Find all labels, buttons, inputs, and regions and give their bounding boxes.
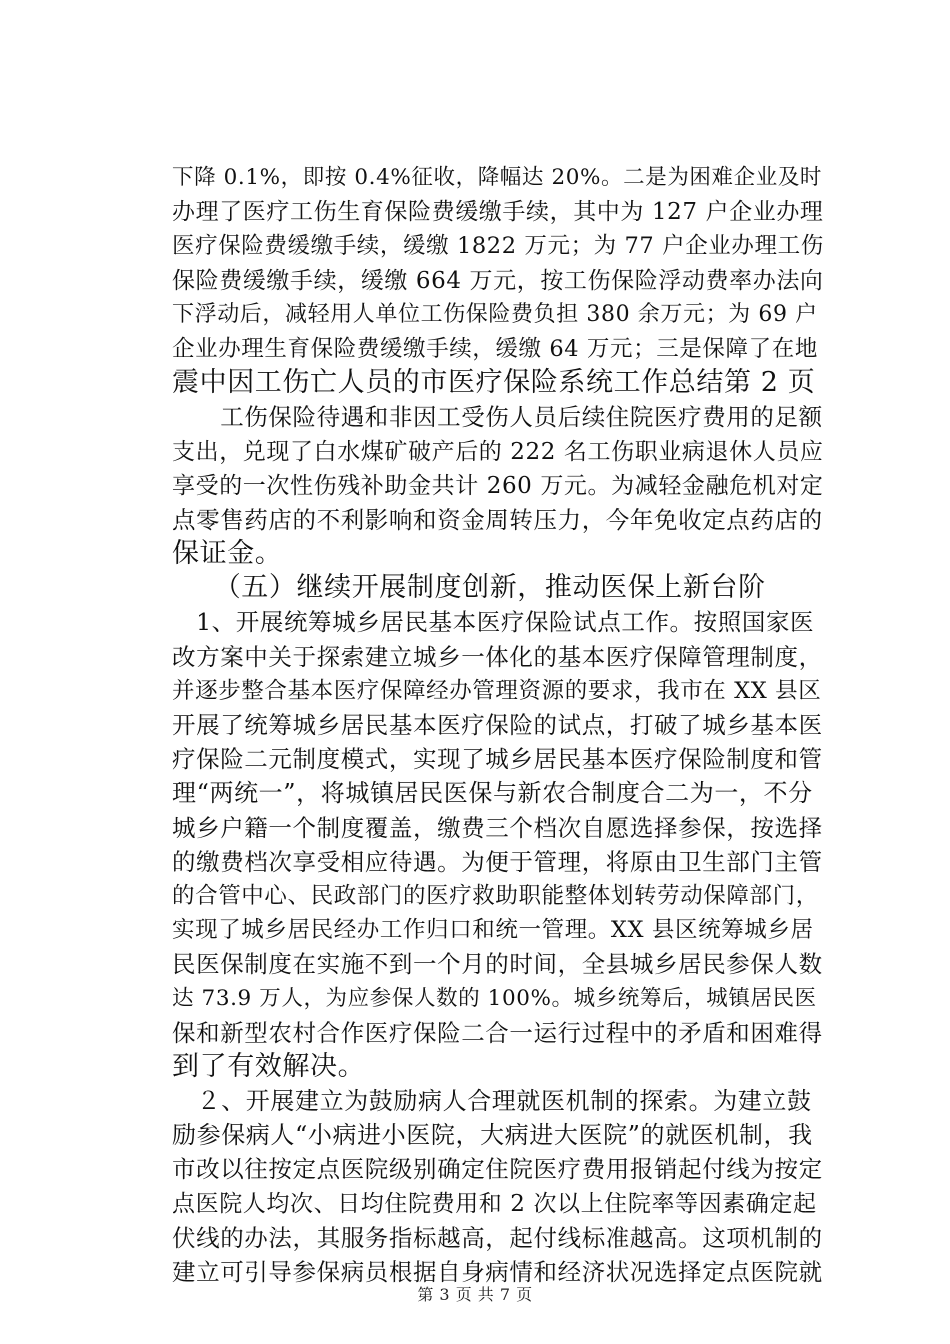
text-line: 励参保病人“小病进小医院，大病进大医院”的就医机制，我 <box>172 1121 813 1150</box>
text-line: ２、开展建立为鼓励病人合理就医机制的探索。为建立鼓 <box>172 1087 812 1116</box>
text-line: 建立可引导参保病员根据自身病情和经济状况选择定点医院就 <box>172 1258 823 1286</box>
text-line: 企业办理生育保险费缓缴手续，缓缴 64 万元；三是保障了在地 <box>172 335 818 362</box>
page-number: 第 3 页 共 7 页 <box>417 1285 533 1304</box>
text-line: 下浮动后，减轻用人单位工伤保险费负担 380 余万元；为 69 户 <box>172 301 818 327</box>
text-line: 保证金。 <box>172 538 283 570</box>
text-line: 支出，兑现了白水煤矿破产后的 222 名工伤职业病退休人员应 <box>172 438 824 465</box>
text-line: 民医保制度在实施不到一个月的时间，全县城乡居民参保人数 <box>172 950 823 979</box>
text-line: 开展了统筹城乡居民基本医疗保险的试点，打破了城乡基本医 <box>172 711 823 739</box>
text-line: 办理了医疗工伤生育保险费缓缴手续，其中为 127 户企业办理 <box>172 199 824 226</box>
text-line: 改方案中关于探索建立城乡一体化的基本医疗保障管理制度， <box>172 642 823 671</box>
text-line: 震中因工伤亡人员的市医疗保险系统工作总结第 2 页 <box>172 367 816 399</box>
text-line: 点医院人均次、日均住院费用和 2 次以上住院率等因素确定起 <box>172 1190 817 1217</box>
text-line: 实现了城乡居民经办工作归口和统一管理。XX 县区统筹城乡居 <box>172 917 814 944</box>
text-line: 疗保险二元制度模式，实现了城乡居民基本医疗保险制度和管 <box>172 745 823 774</box>
text-line: 的合管中心、民政部门的医疗救助职能整体划转劳动保障部门， <box>172 882 819 909</box>
text-line: 达 73.9 万人，为应参保人数的 100%。城乡统筹后，城镇居民医 <box>172 985 817 1011</box>
text-line: 下降 0.1%，即按 0.4%征收，降幅达 20%。二是为困难企业及时 <box>172 165 823 190</box>
text-line: 伏线的办法，其服务指标越高，起付线标准越高。这项机制的 <box>172 1223 823 1252</box>
text-line: 的缴费档次享受相应待遇。为便于管理，将原由卫生部门主管 <box>172 847 823 876</box>
document-body <box>172 161 824 1289</box>
text-line: 1、开展统筹城乡居民基本医疗保险试点工作。按照国家医 <box>172 608 815 637</box>
text-line: 并逐步整合基本医疗保障经办管理资源的要求，我市在 XX 县区 <box>172 677 822 704</box>
text-line: 享受的一次性伤残补助金共计 260 万元。为减轻金融危机对定 <box>172 472 824 499</box>
text-line: 工伤保险待遇和非因工受伤人员后续住院医疗费用的足额 <box>172 403 823 432</box>
text-line: 点零售药店的不利影响和资金周转压力，今年免收定点药店的 <box>172 505 823 534</box>
text-line: 城乡户籍一个制度覆盖，缴费三个档次自愿选择参保，按选择 <box>172 813 823 842</box>
text-line: 理“两统一”，将城镇居民医保与新农合制度合二为一，不分 <box>172 779 813 808</box>
text-line: 市改以往按定点医院级别确定住院医疗费用报销起付线为按定 <box>172 1155 823 1184</box>
text-line: 到了有效解决。 <box>172 1050 366 1082</box>
text-line: 医疗保险费缓缴手续，缓缴 1822 万元；为 77 户企业办理工伤 <box>172 233 824 260</box>
text-line: 保和新型农村合作医疗保险二合一运行过程中的矛盾和困难得 <box>172 1018 823 1047</box>
section-heading: （五）继续开展制度创新，推动医保上新台阶 <box>172 572 766 604</box>
text-line: 保险费缓缴手续，缓缴 664 万元，按工伤保险浮动费率办法向 <box>172 267 824 294</box>
